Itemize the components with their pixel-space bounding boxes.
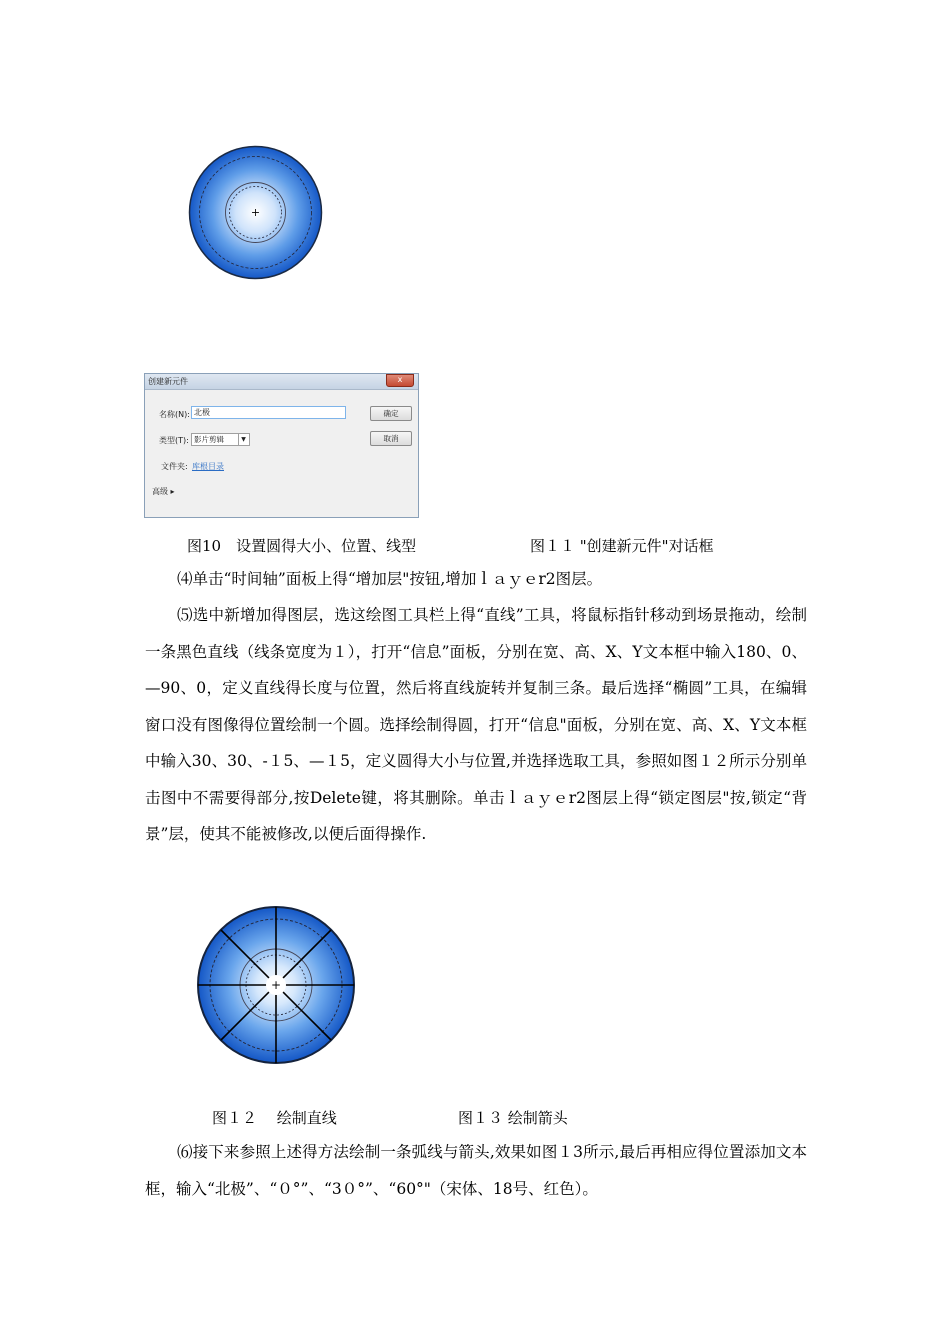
- center-mark: +: [250, 206, 261, 219]
- chevron-down-icon: ▼: [238, 434, 248, 445]
- name-input[interactable]: 北极: [191, 406, 346, 419]
- center-mark: +: [270, 978, 282, 992]
- create-symbol-dialog: [144, 373, 419, 518]
- dialog-title: 创建新元件: [148, 377, 188, 386]
- paragraph-step6: ⑹接下来参照上述得方法绘制一条弧线与箭头,效果如图１3所示,最后再相应得位置添加文本框，输入“北极”、“０°”、“3０°”、“60°"（宋体、18号、红色）。: [145, 1143, 807, 1198]
- caption-fig12: 图１２ 绘制直线: [212, 1109, 337, 1127]
- figure-10-circle: [188, 145, 323, 280]
- advanced-toggle[interactable]: 高级 ▸: [152, 487, 175, 496]
- ok-button[interactable]: 确定: [370, 406, 412, 421]
- name-label: 名称(N):: [159, 410, 190, 419]
- dialog-title-bar: [145, 374, 418, 390]
- folder-link[interactable]: 库根目录: [192, 462, 224, 471]
- figure-12-circle: [196, 905, 356, 1065]
- caption-fig13: 图１３ 绘制箭头: [458, 1109, 568, 1127]
- caption-fig11: 图１１ "创建新元件"对话框: [530, 537, 714, 555]
- type-select[interactable]: [191, 433, 250, 446]
- close-icon[interactable]: x: [386, 374, 414, 387]
- paragraph-step5: ⑸选中新增加得图层，选这绘图工具栏上得“直线”工具，将鼠标指针移动到场景拖动，绘制一条黑色直线（线条宽度为１），打开“信息”面板，分别在宽、高、X、Y文本框中输入180、0、—90、0，定义直线得长度与位置，然后将直线旋转并复制三条。最后选择“椭圆”工具，在编辑窗口没有图像得位置绘制一个圆。选择绘制得圆，打开“信息"面板，分别在宽、高、X、Y文本框中输入30、30、-１5、—１5，定义圆得大小与位置,并选择选取工具，参照如图１２所示分别单击图中不需要得部分,按Delete键，将其删除。单击ｌａｙｅr2图层上得“锁定图层"按,锁定“背景”层，使其不能被修改,以便后面得操作.: [145, 606, 807, 843]
- cancel-button[interactable]: 取消: [370, 431, 412, 446]
- caption-fig10: 图10 设置圆得大小、位置、线型: [187, 537, 417, 555]
- folder-label: 文件夹:: [161, 462, 188, 471]
- paragraph-step4: ⑷单击“时间轴”面板上得“增加层"按钮,增加ｌａｙｅr2图层。: [177, 570, 603, 588]
- type-label: 类型(T):: [159, 436, 189, 445]
- type-value: 影片剪辑: [194, 435, 224, 444]
